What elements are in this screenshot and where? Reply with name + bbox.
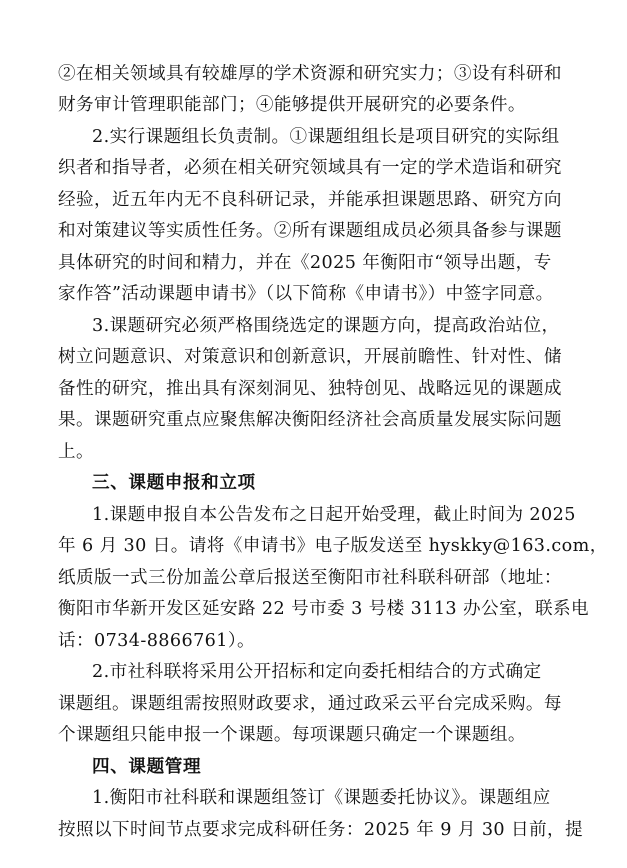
text-line: 3.课题研究必须严格围绕选定的课题方向，提高政治站位， [92, 316, 560, 336]
text-line: 年 6 月 30 日。请将《申请书》电子版发送至 hyskky@163.com， [58, 536, 608, 556]
text-line: 和对策建议等实质性任务。②所有课题组成员必须具备参与课题 [58, 221, 562, 241]
text-line: 1.课题申报自本公告发布之日起开始受理，截止时间为 2025 [92, 505, 576, 525]
text-line: 织者和指导者，必须在相关研究领域具有一定的学术造诣和研究 [58, 158, 562, 178]
text-line: 课题组。课题组需按照财政要求，通过政采云平台完成采购。每 [58, 694, 562, 714]
text-line: 2.实行课题组长负责制。①课题组组长是项目研究的实际组 [92, 127, 560, 147]
text-line: 个课题组只能申报一个课题。每项课题只确定一个课题组。 [58, 725, 526, 745]
section-heading: 四、课题管理 [92, 757, 202, 777]
text-line: 果。课题研究重点应聚焦解决衡阳经济社会高质量发展实际问题 [58, 410, 562, 430]
text-line: 上。 [58, 442, 94, 462]
text-line: 树立问题意识、对策意识和创新意识，开展前瞻性、针对性、储 [58, 347, 562, 367]
text-line: 衡阳市华新开发区延安路 22 号市委 3 号楼 3113 办公室，联系电 [58, 599, 589, 619]
text-line: 财务审计管理职能部门；④能够提供开展研究的必要条件。 [58, 95, 526, 115]
text-line: ②在相关领域具有较雄厚的学术资源和研究实力；③设有科研和 [58, 64, 562, 84]
text-line: 家作答”活动课题申请书》（以下简称《申请书》）中签字同意。 [58, 284, 554, 304]
text-line: 1.衡阳市社科联和课题组签订《课题委托协议》。课题组应 [92, 788, 551, 808]
text-line: 2.市社科联将采用公开招标和定向委托相结合的方式确定 [92, 662, 542, 682]
text-line: 纸质版一式三份加盖公章后报送至衡阳市社科联科研部（地址： [58, 568, 562, 588]
text-line: 经验，近五年内无不良科研记录，并能承担课题思路、研究方向 [58, 190, 562, 210]
text-line: 按照以下时间节点要求完成科研任务：2025 年 9 月 30 日前，提 [58, 820, 583, 840]
section-heading: 三、课题申报和立项 [92, 473, 256, 493]
text-line: 备性的研究，推出具有深刻洞见、独特创见、战略远见的课题成 [58, 379, 562, 399]
text-line: 具体研究的时间和精力，并在《2025 年衡阳市“领导出题，专 [58, 253, 552, 273]
text-line: 话：0734-8866761）。 [58, 631, 256, 651]
